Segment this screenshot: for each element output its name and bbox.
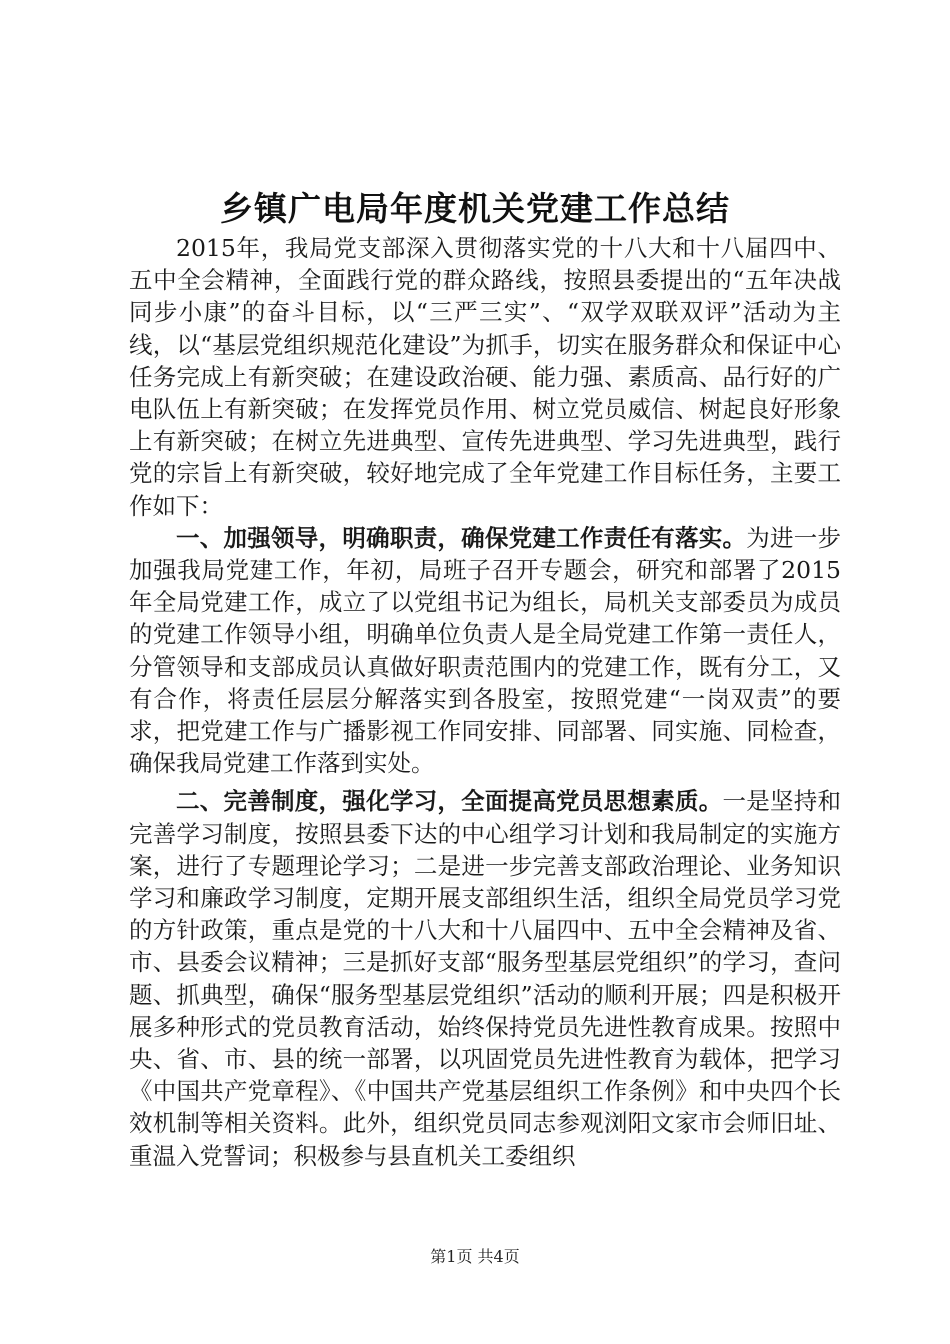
section-2-paragraph: [129, 785, 841, 1171]
section-2-heading: 二、完善制度，强化学习，全面提高党员思想素质。: [176, 787, 723, 816]
section-1-paragraph: [129, 522, 841, 780]
section-1-text: 为进一步加强我局党建工作，年初，局班子召开专题会，研究和部署了2015年全局党建工作，成立了以党组书记为组长，局机关支部委员为成员的党建工作领导小组，明确单位负责人是全局党建工作第一责任人，分管领导和支部成员认真做好职责范围内的党建工作，既有分工，又有合作，将责任层层分解落实到各股室，按照党建“一岗双责”的要求，把党建工作与广播影视工作同安排、同部署、同实施、同检查，确保我局党建工作落到实处。: [129, 523, 842, 778]
intro-paragraph: 2015年，我局党支部深入贯彻落实党的十八大和十八届四中、五中全会精神，全面践行党的群众路线，按照县委提出的“五年决战同步小康”的奋斗目标，以“三严三实”、“双学双联双评”活动为主线，以“基层党组织规范化建设”为抓手，切实在服务群众和保证中心任务完成上有新突破；在建设政治硬、能力强、素质高、品行好的广电队伍上有新突破；在发挥党员作用、树立党员威信、树起良好形象上有新突破；在树立先进典型、宣传先进典型、学习先进典型，践行党的宗旨上有新突破，较好地完成了全年党建工作目标任务，主要工作如下：: [129, 234, 841, 520]
section-1-heading: 一、加强领导，明确职责，确保党建工作责任有落实。: [176, 523, 747, 552]
section-2-text: 一是坚持和完善学习制度，按照县委下达的中心组学习计划和我局制定的实施方案，进行了专题理论学习；二是进一步完善支部政治理论、业务知识学习和廉政学习制度，定期开展支部组织生活，组织全局党员学习党的方针政策，重点是党的十八大和十八届四中、五中全会精神及省、市、县委会议精神；三是抓好支部“服务型基层党组织”的学习，查问题、抓典型，确保“服务型基层党组织”活动的顺利开展；四是积极开展多种形式的党员教育活动，始终保持党员先进性教育成果。按照中央、省、市、县的统一部署，以巩固党员先进性教育为载体，把学习《中国共产党章程》、《中国共产党基层组织工作条例》和中央四个长效机制等相关资料。此外，组织党员同志参观浏阳文家市会师旧址、重温入党誓词；积极参与县直机关工委组织: [129, 787, 842, 1170]
document-title: 乡镇广电局年度机关党建工作总结: [220, 189, 730, 228]
page-footer: 第1页 共4页: [430, 1247, 520, 1266]
document-body: [129, 232, 841, 1172]
